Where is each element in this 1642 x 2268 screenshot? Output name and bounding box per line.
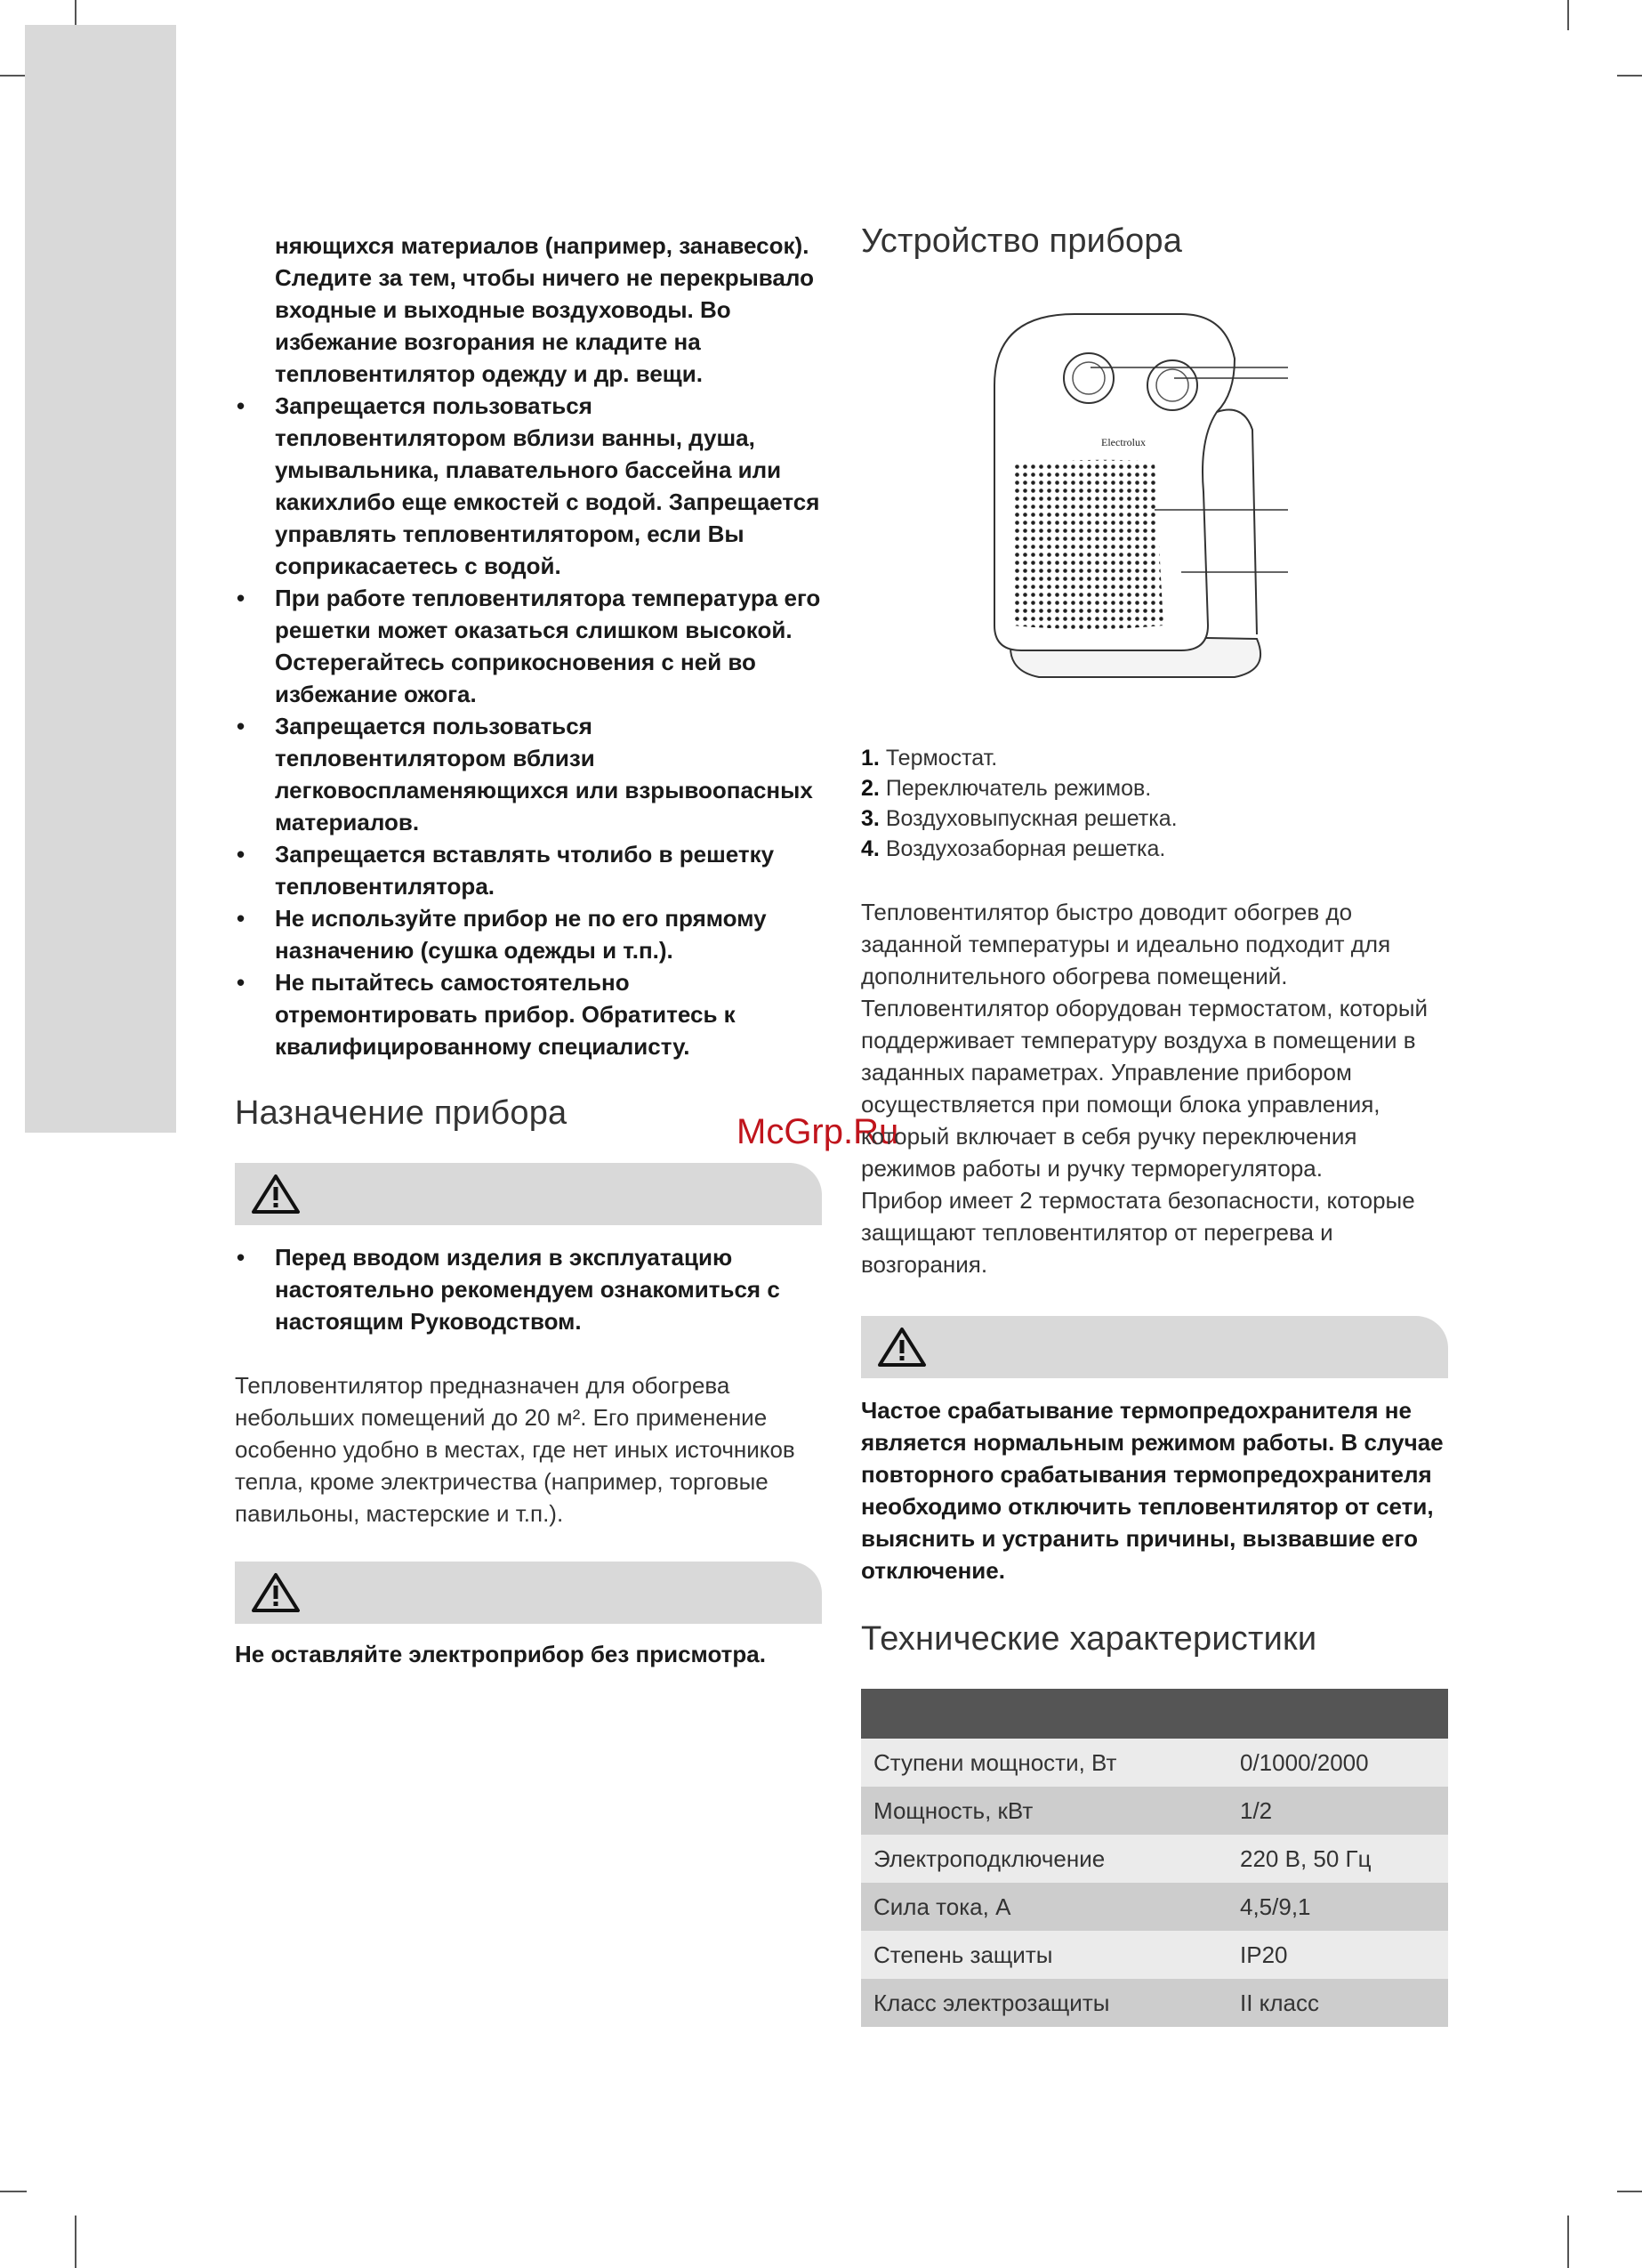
spec-value: 0/1000/2000 bbox=[1227, 1739, 1448, 1787]
list-item: • Не пытайтесь самостоятельно отремонтировать прибор. Обратитесь к квалифицированному специалисту. bbox=[235, 966, 822, 1062]
list-item: • Не используйте прибор не по его прямому назначению (сушка одежды и т.п.). bbox=[235, 902, 822, 966]
table-header-row bbox=[861, 1689, 1448, 1739]
table-row bbox=[861, 1739, 1448, 1787]
spec-value: 1/2 bbox=[1227, 1787, 1448, 1835]
table-row bbox=[861, 1787, 1448, 1835]
spec-value: IP20 bbox=[1227, 1931, 1448, 1979]
crop-mark bbox=[75, 2216, 76, 2268]
table-row bbox=[861, 1979, 1448, 2027]
heater-illustration bbox=[861, 278, 1448, 706]
crop-mark bbox=[1567, 0, 1569, 30]
device-diagram bbox=[861, 278, 1448, 706]
list-item: 3. Воздуховыпускная решетка. bbox=[861, 806, 1178, 831]
device-description-2: Прибор имеет 2 термостата безопасности, которые защищают тепловентилятор от перегрева и возгорания. bbox=[861, 1187, 1415, 1278]
spec-value: 220 В, 50 Гц bbox=[1227, 1835, 1448, 1883]
parts-list bbox=[861, 743, 1448, 864]
intro-paragraph: няющихся материалов (например, занавесок). Следите за тем, чтобы ничего не перекрывало входные и выходные воздуховоды. Во избежание возгорания не кладите на тепловентилятор одежду и др. вещи. bbox=[275, 232, 814, 387]
table-row bbox=[861, 1931, 1448, 1979]
supervision-warning: Не оставляйте электроприбор без присмотра. bbox=[235, 1641, 766, 1667]
watermark: McGrp.Ru bbox=[736, 1112, 899, 1151]
purpose-paragraph: Тепловентилятор предназначен для обогрева небольших помещений до 20 м². Его применение особенно удобно в местах, где нет иных источников тепла, кроме электричества (например, торговые павильоны, мастерские и т.п.). bbox=[235, 1372, 795, 1527]
right-column bbox=[861, 222, 1448, 2027]
warning-bar bbox=[235, 1163, 822, 1225]
purpose-warning-list bbox=[235, 1241, 822, 1337]
list-item: • Запрещается пользоваться тепловентилятором вблизи легковоспламеняющихся или взрывоопасных материалов. bbox=[235, 710, 822, 838]
purpose-heading: Назначение прибора bbox=[235, 1094, 567, 1132]
specs-table bbox=[861, 1689, 1448, 2027]
warning-bar bbox=[861, 1316, 1448, 1378]
warning-icon bbox=[877, 1327, 927, 1368]
left-column bbox=[235, 230, 822, 1670]
crop-mark bbox=[1617, 2191, 1642, 2192]
safety-rules-list bbox=[235, 390, 822, 1062]
side-gray-tab bbox=[25, 25, 176, 1133]
spec-param: Ступени мощности, Вт bbox=[861, 1739, 1227, 1787]
spec-value: II класс bbox=[1227, 1979, 1448, 2027]
table-row bbox=[861, 1883, 1448, 1931]
spec-param: Класс электрозащиты bbox=[861, 1979, 1227, 2027]
crop-mark bbox=[1617, 75, 1642, 77]
list-item: 1. Термостат. bbox=[861, 746, 998, 771]
spec-value: 4,5/9,1 bbox=[1227, 1883, 1448, 1931]
specs-heading: Технические характеристики bbox=[861, 1620, 1317, 1658]
crop-mark bbox=[0, 2191, 27, 2192]
device-description: Тепловентилятор быстро доводит обогрев до заданной температуры и идеально подходит для дополнительного обогрева помещений. Тепловентилятор оборудован термостатом, который поддерживает температуру воздуха в помещении в заданных параметрах. Управление прибором осуществляется при помощи блока управления, который включает в себя ручку переключения режимов работы и ручку терморегулятора. bbox=[861, 899, 1429, 1182]
table-row bbox=[861, 1835, 1448, 1883]
spec-param: Сила тока, А bbox=[861, 1883, 1227, 1931]
list-item: 4. Воздухозаборная решетка. bbox=[861, 836, 1166, 861]
spec-param: Электроподключение bbox=[861, 1835, 1227, 1883]
list-item: • При работе тепловентилятора температура его решетки может оказаться слишком высокой. Остерегайтесь соприкосновения с ней во избежание ожога. bbox=[235, 582, 822, 710]
spec-param: Степень защиты bbox=[861, 1931, 1227, 1979]
list-item: • Запрещается вставлять чтолибо в решетку тепловентилятора. bbox=[235, 838, 822, 902]
warning-icon bbox=[251, 1174, 301, 1215]
list-item: • Запрещается пользоваться тепловентилятором вблизи ванны, душа, умывальника, плавательного бассейна или какихлибо еще емкостей с водой. Запрещается управлять тепловентилятором, если Вы соприкасаетесь с водой. bbox=[235, 390, 822, 582]
spec-param: Мощность, кВт bbox=[861, 1787, 1227, 1835]
crop-mark bbox=[0, 75, 27, 77]
device-heading: Устройство прибора bbox=[861, 222, 1183, 260]
list-item: • Перед вводом изделия в эксплуатацию настоятельно рекомендуем ознакомиться с настоящим Руководством. bbox=[235, 1241, 822, 1337]
warning-bar bbox=[235, 1562, 822, 1624]
crop-mark bbox=[1567, 2216, 1569, 2268]
list-item: 2. Переключатель режимов. bbox=[861, 776, 1152, 801]
warning-icon bbox=[251, 1572, 301, 1613]
fuse-warning: Частое срабатывание термопредохранителя не является нормальным режимом работы. В случае повторного срабатывания термопредохранителя необходимо отключить тепловентилятор от сети, выяснить и устранить причины, вызвавшие его отключение. bbox=[861, 1397, 1444, 1584]
brand-label: Electrolux bbox=[1101, 436, 1146, 448]
